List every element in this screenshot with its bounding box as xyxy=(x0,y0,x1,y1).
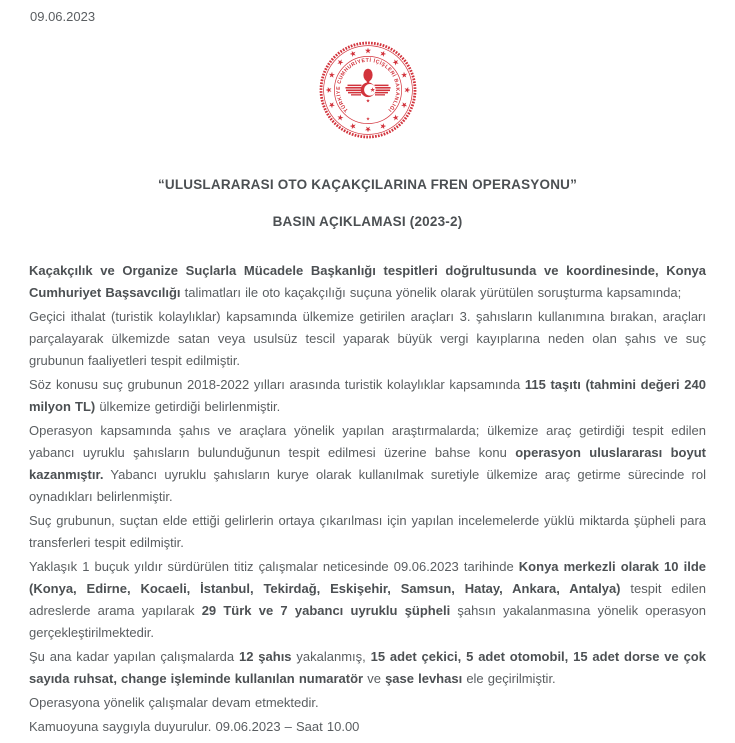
bold-text-run: Kaçakçılık ve Organize Suçlarla Mücadele Başkanlığı tespitleri doğrultusunda ve koordinesinde, Konya Cumhuriyet Başsavcılığı xyxy=(29,263,706,300)
paragraph xyxy=(29,556,706,644)
paragraph xyxy=(29,374,706,418)
text-run: ülkemize getirdiği belirlenmiştir. xyxy=(95,399,281,414)
paragraph xyxy=(29,420,706,508)
bold-text-run: 29 Türk ve 7 yabancı uyruklu şüpheli xyxy=(201,603,451,618)
ministry-seal xyxy=(318,40,418,140)
bold-text-run: 115 taşıtı (tahmini değeri 240 milyon TL) xyxy=(29,377,706,414)
text-run: Söz konusu suç grubunun 2018-2022 yılları arasında turistik kolaylıklar kapsamında xyxy=(29,377,525,392)
paragraph xyxy=(29,692,706,714)
text-run: yakalanmış, xyxy=(291,649,371,664)
press-release-body xyxy=(0,260,735,738)
text-run: tespit edilen adreslerde arama yapılarak xyxy=(29,581,706,618)
text-run: Geçici ithalat (turistik kolaylıklar) kapsamında ülkemize getirilen araçları 3. şahısların kullanımına bırakan, araçları parçalayarak ülkemizde satan veya usulsüz tescil yaparak büyük vergi kayıplarına neden olan şahıs ve suç grubunun faaliyetleri tespit edilmiştir. xyxy=(29,309,706,368)
center-bottom-star-icon xyxy=(366,99,370,103)
text-run: Yaklaşık 1 buçuk yıldır sürdürülen titiz çalışmalar neticesinde 09.06.2023 tarihinde xyxy=(29,559,519,574)
text-run: Suç grubunun, suçtan elde ettiği gelirlerin ortaya çıkarılması için yapılan incelemelerde yüklü miktarda şüpheli para transferleri tespit edilmiştir. xyxy=(29,513,706,550)
seal-bottom-star xyxy=(366,117,370,120)
text-run: Operasyona yönelik çalışmalar devam etmektedir. xyxy=(29,695,319,710)
paragraph xyxy=(29,716,706,738)
bold-text-run: Konya merkezli olarak 10 ilde (Konya, Edirne, Kocaeli, İstanbul, Tekirdağ, Eskişehir, Samsun, Hatay, Ankara, Antalya) xyxy=(29,559,706,596)
press-release-subtitle: BASIN AÇIKLAMASI (2023-2) xyxy=(272,214,463,229)
text-run: ve xyxy=(363,671,386,686)
text-run: Kamuoyuna saygıyla duyurulur. 09.06.2023 – Saat 10.00 xyxy=(29,719,360,734)
text-run: talimatları ile oto kaçakçılığı suçuna yönelik olarak yürütülen soruşturma kapsamında; xyxy=(180,285,682,300)
text-run: Şu ana kadar yapılan çalışmalarda xyxy=(29,649,239,664)
press-release-title: “ULUSLARARASI OTO KAÇAKÇILARINA FREN OPERASYONU” xyxy=(157,177,578,192)
text-run: ele geçirilmiştir. xyxy=(462,671,556,686)
paragraph xyxy=(29,510,706,554)
seal-center-motif xyxy=(345,69,390,103)
text-run: Yabancı uyruklu şahısların kurye olarak kullanılmak suretiyle ülkemize araç getirme sürecinde rol oynadıkları belirlenmiştir. xyxy=(29,467,706,504)
paragraph xyxy=(29,306,706,372)
emblem-row xyxy=(0,40,735,140)
paragraph xyxy=(29,260,706,304)
bold-text-run: 15 adet çekici, 5 adet otomobil, 15 adet dorse ve çok sayıda ruhsat, change işleminde kullanılan numaratör xyxy=(29,649,706,686)
seal-graphics xyxy=(321,43,415,137)
seal-ring-text: TÜRKİYE CUMHURİYETİ İÇİŞLERİ BAKANLIĞI xyxy=(335,57,400,113)
bold-text-run: şase levhası xyxy=(385,671,463,686)
tughra-icon xyxy=(363,69,372,82)
bold-text-run: 12 şahıs xyxy=(238,649,292,664)
paragraph xyxy=(29,646,706,690)
bold-text-run: operasyon uluslararası boyut kazanmıştır. xyxy=(29,445,706,482)
document-date: 09.06.2023 xyxy=(30,9,96,24)
text-run: Operasyon kapsamında şahıs ve araçlara yönelik yapılan araştırmalarda; ülkemize araç getirdiği tespit edilen yabancı uyruklu şahısların bulunduğunun tespit edilmesi üzerine bahse konu xyxy=(29,423,706,460)
text-run: şahsın yakalanmasına yönelik operasyon gerçekleştirilmektedir. xyxy=(29,603,706,640)
